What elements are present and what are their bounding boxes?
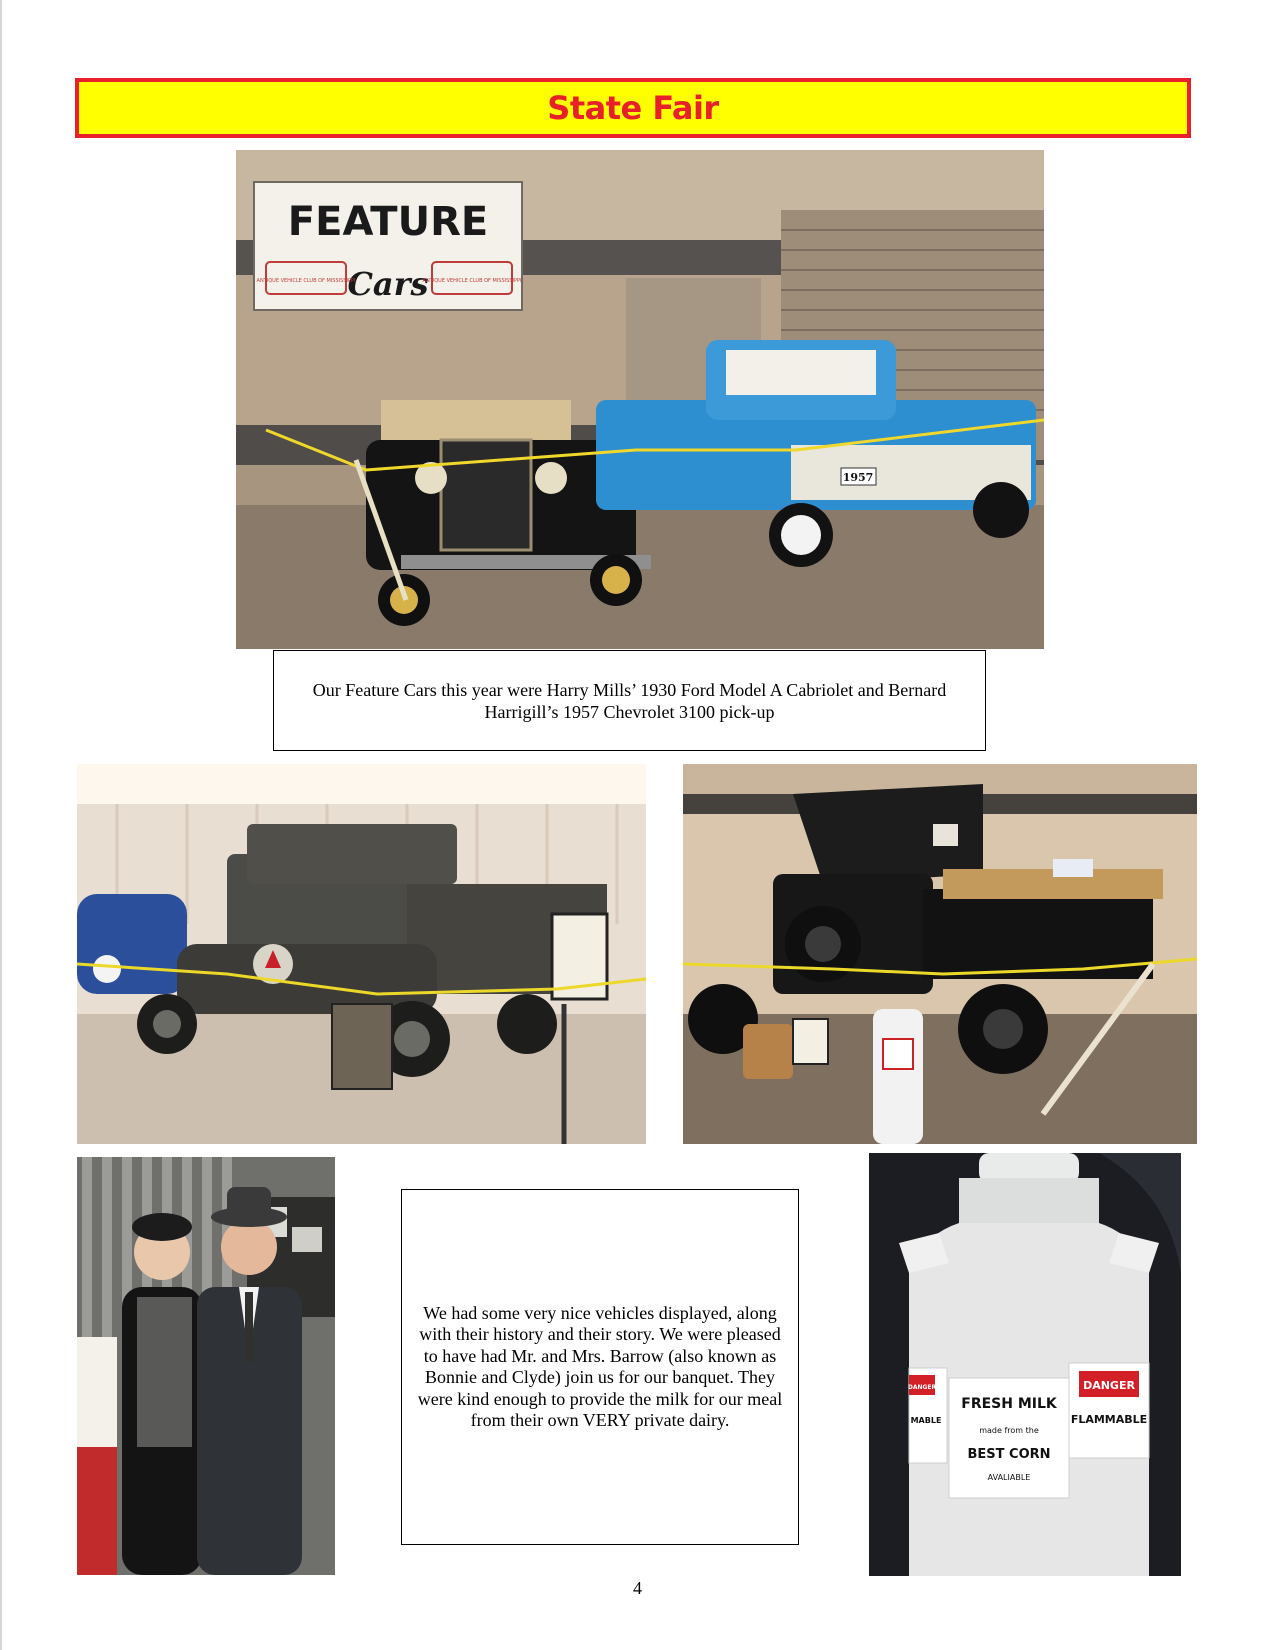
truck-plate: 1957 — [842, 471, 874, 484]
svg-text:ANTIQUE VEHICLE CLUB OF MISSIS: ANTIQUE VEHICLE CLUB OF MISSISSIPPI — [256, 278, 356, 284]
banner-cars-text: Cars — [347, 265, 429, 303]
texaco-truck-photo — [77, 764, 646, 1144]
milk-label-line2: made from the — [979, 1426, 1039, 1435]
story-caption-text: We had some very nice vehicles displayed, along with their history and their story. We were pleased to have had Mr. and Mrs. Barrow (also known as Bonnie and Clyde) join us for our banquet. They were kind enough to provide the milk for our meal from their own VERY private dairy. — [417, 1302, 783, 1430]
milk-label-line4: AVALIABLE — [987, 1473, 1031, 1482]
danger-right-text: DANGER — [1083, 1379, 1135, 1392]
feature-cars-caption-text: Our Feature Cars this year were Harry Mills’ 1930 Ford Model A Cabriolet and Bernard Harrigill’s 1957 Chevrolet 3100 pick-up — [312, 679, 947, 722]
milk-label-line1: FRESH MILK — [961, 1396, 1057, 1412]
milk-can-photo — [869, 1153, 1181, 1576]
feature-cars-photo — [236, 150, 1044, 649]
page-title: State Fair — [547, 89, 719, 127]
story-caption — [401, 1189, 799, 1545]
svg-text:ANTIQUE VEHICLE CLUB OF MISSIS: ANTIQUE VEHICLE CLUB OF MISSISSIPPI — [422, 278, 522, 284]
danger-left-text: DANGER — [907, 1384, 937, 1391]
flammable-left-text: MABLE — [910, 1416, 942, 1425]
model-t-pickup-photo — [683, 764, 1197, 1144]
milk-label-line3: BEST CORN — [967, 1447, 1051, 1462]
page-number: 4 — [633, 1578, 642, 1598]
page-title-banner — [75, 78, 1191, 138]
page-left-edge — [0, 0, 2, 1650]
bonnie-clyde-photo — [77, 1157, 335, 1575]
banner-feature-text: FEATURE — [287, 199, 489, 245]
feature-cars-caption — [273, 650, 986, 751]
flammable-right-text: FLAMMABLE — [1070, 1413, 1148, 1426]
